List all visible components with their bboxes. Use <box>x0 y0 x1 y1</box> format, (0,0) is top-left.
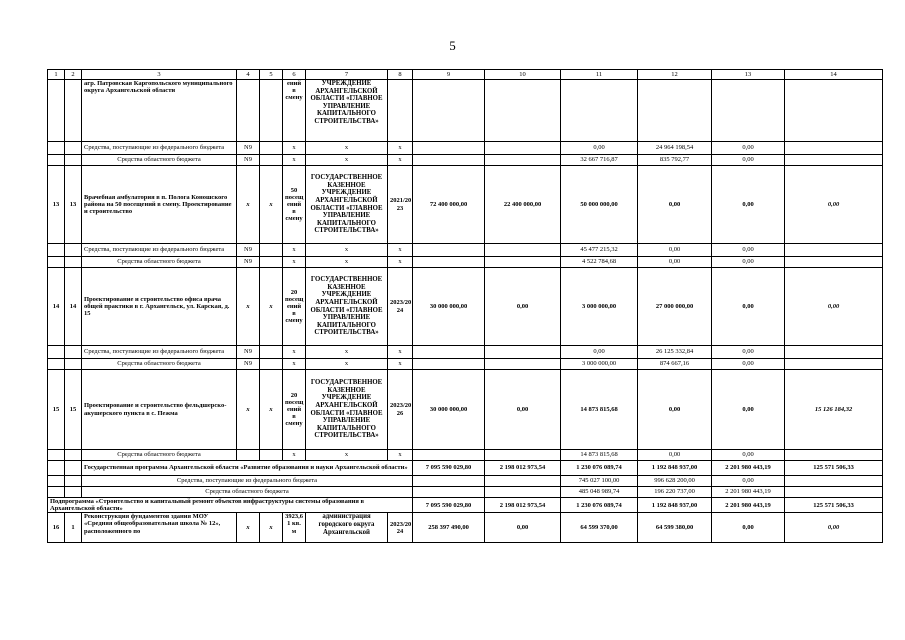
code-cell: N9 <box>237 359 260 370</box>
amount-cell: 0,00 <box>785 513 883 543</box>
amount-cell: 0,00 <box>561 346 638 359</box>
federal-funds-row <box>48 476 883 487</box>
customer-org: ГОСУДАРСТВЕННОЕ КАЗЕННОЕ УЧРЕЖДЕНИЕ АРХАНГЕЛЬСКОЙ ОБЛАСТИ «ГЛАВНОЕ УПРАВЛЕНИЕ КАПИТАЛЬНОГО СТРОИТЕЛЬСТВА» <box>306 166 388 244</box>
amount-cell: 7 095 590 029,80 <box>413 498 485 513</box>
table-row <box>48 513 883 543</box>
amount-cell: 835 792,77 <box>638 155 712 166</box>
x-cell: x <box>237 370 260 450</box>
capacity-cell: 50 посещ ений в смену <box>283 166 306 244</box>
amount-cell: 14 873 815,68 <box>561 450 638 461</box>
x-cell: x <box>283 450 306 461</box>
row-number: 13 <box>48 166 65 244</box>
row-subnumber: 1 <box>65 513 82 543</box>
amount-cell: 0,00 <box>785 166 883 244</box>
x-cell: x <box>388 244 413 257</box>
amount-cell: 0,00 <box>485 268 561 346</box>
amount-cell: 0,00 <box>712 268 785 346</box>
amount-cell: 72 400 000,00 <box>413 166 485 244</box>
customer-org: ГОСУДАРСТВЕННОЕ КАЗЕННОЕ УЧРЕЖДЕНИЕ АРХАНГЕЛЬСКОЙ ОБЛАСТИ «ГЛАВНОЕ УПРАВЛЕНИЕ КАПИТАЛЬНОГО СТРОИТЕЛЬСТВА» <box>306 370 388 450</box>
amount-cell: 30 000 000,00 <box>413 268 485 346</box>
amount-cell: 0,00 <box>712 166 785 244</box>
amount-cell: 0,00 <box>485 513 561 543</box>
table-row-continuation <box>48 80 883 142</box>
amount-cell: 7 095 590 029,80 <box>413 461 485 476</box>
row-number: 15 <box>48 370 65 450</box>
amount-cell: 2 201 980 443,19 <box>712 498 785 513</box>
header-cell: 12 <box>638 70 712 80</box>
header-cell: 14 <box>785 70 883 80</box>
years-cell: 2023/20 24 <box>388 513 413 543</box>
amount-cell: 4 522 784,68 <box>561 257 638 268</box>
x-cell: x <box>388 142 413 155</box>
customer-org: администрация городского округа Архангельской <box>306 513 388 543</box>
capacity-cell: ений в смену <box>283 80 306 142</box>
amount-cell: 24 964 198,54 <box>638 142 712 155</box>
object-name: Врачебная амбулатория в п. Полога Коношского района на 50 посещений в смену. Проектирование и строительство <box>82 166 237 244</box>
regional-funds-row <box>48 359 883 370</box>
customer-org: ГОСУДАРСТВЕННОЕ КАЗЕННОЕ УЧРЕЖДЕНИЕ АРХАНГЕЛЬСКОЙ ОБЛАСТИ «ГЛАВНОЕ УПРАВЛЕНИЕ КАПИТАЛЬНОГО СТРОИТЕЛЬСТВА» <box>306 268 388 346</box>
capacity-cell: 3923,6 1 кв. м <box>283 513 306 543</box>
x-cell: x <box>306 244 388 257</box>
amount-cell: 1 192 848 937,00 <box>638 498 712 513</box>
code-cell: N9 <box>237 142 260 155</box>
amount-cell: 258 397 490,00 <box>413 513 485 543</box>
years-cell: 2023/20 26 <box>388 370 413 450</box>
funding-source-label: Средства областного бюджета <box>82 487 413 498</box>
funding-source-label: Средства областного бюджета <box>82 257 237 268</box>
subprogram-title: Подпрограмма «Строительство и капитальный ремонт объектов инфраструктуры системы образования в Архангельской области» <box>48 498 413 513</box>
regional-funds-row <box>48 487 883 498</box>
x-cell: x <box>306 155 388 166</box>
amount-cell: 14 873 815,68 <box>561 370 638 450</box>
x-cell: x <box>388 257 413 268</box>
funding-source-label: Средства, поступающие из федерального бюджета <box>82 142 237 155</box>
code-cell: N9 <box>237 257 260 268</box>
years-cell: 2021/20 23 <box>388 166 413 244</box>
amount-cell: 50 000 000,00 <box>561 166 638 244</box>
object-name: Реконструкция фундаментов здания МОУ «Средняя общеобразовательная школа № 12», расположенного по <box>82 513 237 543</box>
object-name: Проектирование и строительство фельдшерско-акушерского пункта в с. Пежма <box>82 370 237 450</box>
amount-cell: 45 477 215,32 <box>561 244 638 257</box>
x-cell: x <box>260 268 283 346</box>
header-cell: 11 <box>561 70 638 80</box>
funding-source-label: Средства областного бюджета <box>82 155 237 166</box>
investment-table <box>47 69 883 543</box>
funding-source-label: Средства областного бюджета <box>82 450 237 461</box>
header-cell: 2 <box>65 70 82 80</box>
code-cell: N9 <box>237 346 260 359</box>
header-cell: 3 <box>82 70 237 80</box>
x-cell: x <box>283 244 306 257</box>
federal-funds-row <box>48 244 883 257</box>
amount-cell: 0,00 <box>485 370 561 450</box>
x-cell: x <box>306 359 388 370</box>
x-cell: x <box>283 142 306 155</box>
amount-cell: 0,00 <box>712 370 785 450</box>
amount-cell: 22 400 000,00 <box>485 166 561 244</box>
amount-cell: 0,00 <box>712 450 785 461</box>
regional-funds-row <box>48 257 883 268</box>
x-cell: x <box>237 268 260 346</box>
header-cell: 5 <box>260 70 283 80</box>
x-cell: x <box>260 370 283 450</box>
amount-cell: 874 667,16 <box>638 359 712 370</box>
amount-cell: 0,00 <box>712 513 785 543</box>
header-cell: 4 <box>237 70 260 80</box>
header-cell: 7 <box>306 70 388 80</box>
page-number: 5 <box>449 38 456 53</box>
amount-cell: 125 571 506,33 <box>785 498 883 513</box>
x-cell: x <box>283 359 306 370</box>
amount-cell: 30 000 000,00 <box>413 370 485 450</box>
row-number: 16 <box>48 513 65 543</box>
funding-source-label: Средства, поступающие из федерального бюджета <box>82 244 237 257</box>
regional-funds-row <box>48 450 883 461</box>
amount-cell: 26 125 332,84 <box>638 346 712 359</box>
header-cell: 10 <box>485 70 561 80</box>
amount-cell: 1 230 076 089,74 <box>561 461 638 476</box>
amount-cell: 996 628 200,00 <box>638 476 712 487</box>
program-title: Государственная программа Архангельской области «Развитие образования и науки Архангельской области» <box>82 461 413 476</box>
amount-cell: 0,00 <box>638 450 712 461</box>
row-subnumber: 14 <box>65 268 82 346</box>
amount-cell: 0,00 <box>638 257 712 268</box>
amount-cell: 3 000 000,00 <box>561 268 638 346</box>
amount-cell: 3 000 000,00 <box>561 359 638 370</box>
amount-cell: 2 201 980 443,19 <box>712 461 785 476</box>
table-row <box>48 268 883 346</box>
x-cell: x <box>306 450 388 461</box>
amount-cell: 0,00 <box>785 268 883 346</box>
amount-cell: 196 220 737,00 <box>638 487 712 498</box>
amount-cell: 0,00 <box>712 359 785 370</box>
x-cell: x <box>260 166 283 244</box>
header-cell: 6 <box>283 70 306 80</box>
object-name: агр. Патровская Каргопольского муниципального округа Архангельской области <box>82 80 237 142</box>
amount-cell: 32 667 716,87 <box>561 155 638 166</box>
amount-cell: 15 126 184,32 <box>785 370 883 450</box>
program-total-row <box>48 461 883 476</box>
x-cell: x <box>237 513 260 543</box>
header-cell: 1 <box>48 70 65 80</box>
x-cell: x <box>283 346 306 359</box>
amount-cell: 0,00 <box>638 166 712 244</box>
object-name: Проектирование и строительство офиса врача общей практики в г. Архангельск, ул. Карская, д. 15 <box>82 268 237 346</box>
amount-cell: 0,00 <box>638 370 712 450</box>
x-cell: x <box>283 155 306 166</box>
row-subnumber: 15 <box>65 370 82 450</box>
x-cell: x <box>260 513 283 543</box>
amount-cell: 0,00 <box>712 142 785 155</box>
header-cell: 13 <box>712 70 785 80</box>
header-cell: 8 <box>388 70 413 80</box>
x-cell: x <box>306 142 388 155</box>
code-cell: N9 <box>237 244 260 257</box>
amount-cell: 2 198 012 973,54 <box>485 498 561 513</box>
amount-cell: 2 198 012 973,54 <box>485 461 561 476</box>
row-number: 14 <box>48 268 65 346</box>
funding-source-label: Средства, поступающие из федерального бюджета <box>82 476 413 487</box>
amount-cell: 0,00 <box>712 346 785 359</box>
x-cell: x <box>306 346 388 359</box>
x-cell: x <box>388 450 413 461</box>
x-cell: x <box>306 257 388 268</box>
funding-source-label: Средства, поступающие из федерального бюджета <box>82 346 237 359</box>
subprogram-total-row <box>48 498 883 513</box>
code-cell: N9 <box>237 155 260 166</box>
x-cell: x <box>237 166 260 244</box>
table-row <box>48 370 883 450</box>
amount-cell: 64 599 380,00 <box>638 513 712 543</box>
row-subnumber: 13 <box>65 166 82 244</box>
customer-org: УЧРЕЖДЕНИЕ АРХАНГЕЛЬСКОЙ ОБЛАСТИ «ГЛАВНОЕ УПРАВЛЕНИЕ КАПИТАЛЬНОГО СТРОИТЕЛЬСТВА» <box>306 80 388 142</box>
federal-funds-row <box>48 142 883 155</box>
amount-cell: 0,00 <box>712 244 785 257</box>
amount-cell: 64 599 370,00 <box>561 513 638 543</box>
amount-cell: 0,00 <box>712 155 785 166</box>
amount-cell: 0,00 <box>712 476 785 487</box>
x-cell: x <box>388 346 413 359</box>
amount-cell: 2 201 980 443,19 <box>712 487 785 498</box>
federal-funds-row <box>48 346 883 359</box>
header-cell: 9 <box>413 70 485 80</box>
x-cell: x <box>283 257 306 268</box>
x-cell: x <box>388 359 413 370</box>
amount-cell: 1 192 848 937,00 <box>638 461 712 476</box>
column-number-row <box>48 70 883 80</box>
amount-cell: 485 048 989,74 <box>561 487 638 498</box>
regional-funds-row <box>48 155 883 166</box>
capacity-cell: 20 посещ ений в смену <box>283 268 306 346</box>
amount-cell: 1 230 076 089,74 <box>561 498 638 513</box>
funding-source-label: Средства областного бюджета <box>82 359 237 370</box>
x-cell: x <box>388 155 413 166</box>
capacity-cell: 20 посещ ений в смену <box>283 370 306 450</box>
table-row <box>48 166 883 244</box>
amount-cell: 125 571 506,33 <box>785 461 883 476</box>
amount-cell: 27 000 000,00 <box>638 268 712 346</box>
amount-cell: 745 027 100,00 <box>561 476 638 487</box>
amount-cell: 0,00 <box>561 142 638 155</box>
years-cell: 2023/20 24 <box>388 268 413 346</box>
amount-cell: 0,00 <box>638 244 712 257</box>
amount-cell: 0,00 <box>712 257 785 268</box>
